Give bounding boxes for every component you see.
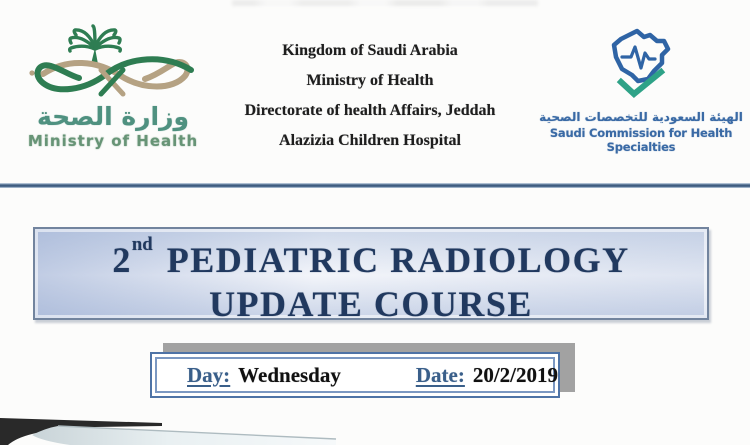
letterhead-line-kingdom: Kingdom of Saudi Arabia bbox=[282, 42, 458, 59]
schedule-box bbox=[150, 352, 560, 398]
day-value: Wednesday bbox=[238, 362, 341, 387]
course-edition-number: 2 bbox=[112, 240, 132, 280]
letterhead-line-ministry: Ministry of Health bbox=[306, 72, 434, 89]
course-title-line1 bbox=[35, 232, 707, 282]
course-title-banner bbox=[33, 227, 709, 324]
day-label: Day: bbox=[187, 362, 231, 387]
course-title-line2: UPDATE COURSE bbox=[209, 284, 533, 324]
header-divider-rule bbox=[0, 183, 750, 188]
scfhs-map-heartbeat-icon bbox=[591, 26, 691, 108]
date-label: Date: bbox=[415, 362, 465, 387]
moh-arabic-name: وزارة الصحة bbox=[36, 102, 190, 131]
scfhs-arabic-name: الهيئة السعودية للتخصصات الصحية bbox=[539, 110, 743, 124]
cropped-bottom-content bbox=[0, 413, 345, 445]
scfhs-english-name: Saudi Commission for Health Specialties bbox=[549, 126, 733, 154]
course-title-line1-text: PEDIATRIC RADIOLOGY bbox=[166, 240, 630, 280]
date-value: 20/2/2019 bbox=[472, 362, 558, 387]
ministry-of-health-logo bbox=[8, 22, 218, 157]
scfhs-logo bbox=[532, 26, 750, 156]
letterhead-text-block bbox=[200, 36, 540, 156]
letterhead-line-directorate: Directorate of health Affairs, Jeddah bbox=[244, 102, 496, 119]
letterhead-line-hospital: Alazizia Children Hospital bbox=[279, 132, 461, 149]
moh-palm-swords-icon bbox=[25, 22, 201, 102]
moh-english-name: Ministry of Health bbox=[27, 132, 199, 150]
cropped-top-content bbox=[232, 0, 538, 6]
course-edition-ordinal: nd bbox=[131, 233, 153, 255]
